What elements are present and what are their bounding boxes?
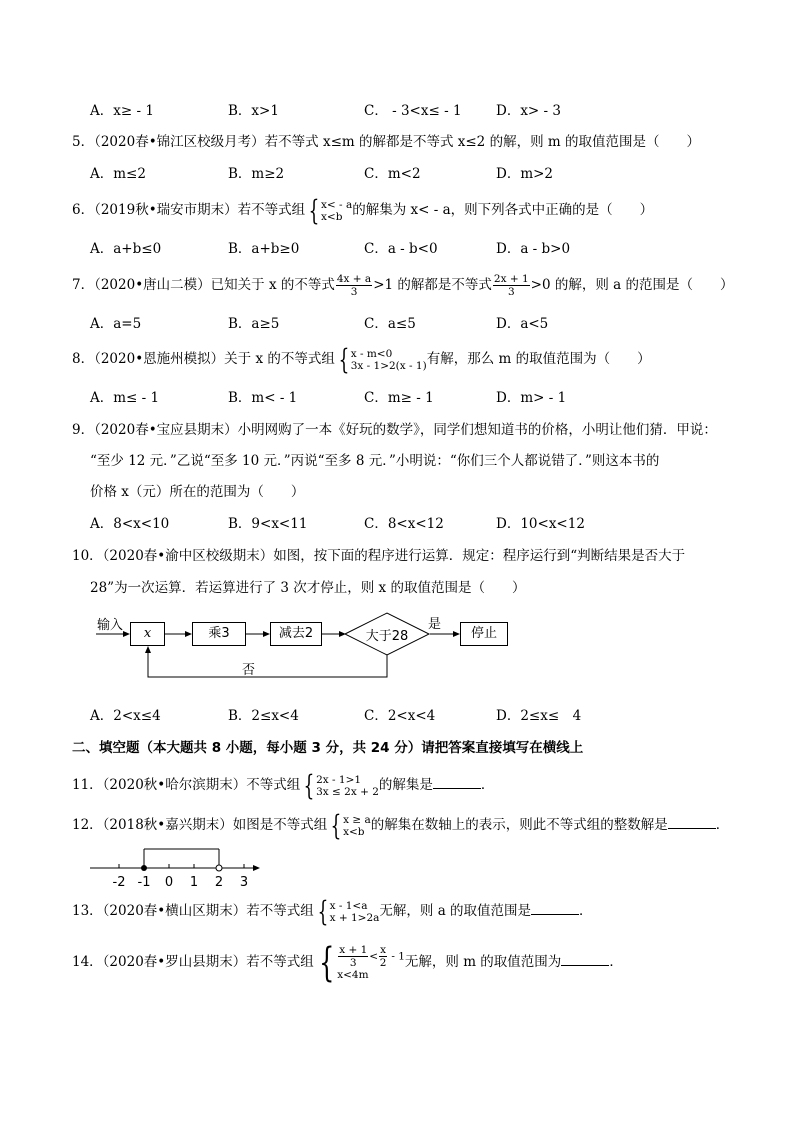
q9-line3: 价格 x（元）所在的范围为（ ） [90,484,305,500]
q8-option-c: C．m≥ - 1 [364,390,434,406]
q8-option-d: D．m> - 1 [496,390,567,406]
brace-glyph: { [308,193,320,227]
q10-option-a: A．2<x≤4 [90,708,161,724]
q5-option-c: C．m<2 [364,166,421,182]
arrowhead-stop [453,631,460,637]
q7-frac2-num: 2x + 1 [493,273,529,285]
arrowhead-mul [185,631,192,637]
q14-frac2-num: x [380,944,387,956]
answer-blank [531,902,579,915]
q6-sys-line1: x< - a [321,198,353,211]
q12-stem: 12．（2018秋•嘉兴期末）如图是不等式组 { x ≥ a x<b 的解集在数轴上的表示，则此不等式组的整数解是 ． [72,808,730,842]
q14-prefix: 14．（2020春•罗山县期末）若不等式组 [72,954,314,970]
q10-option-b: B．2≤x<4 [228,708,299,724]
q11-system [316,774,379,798]
q9-line1: 9．（2020春•宝应县期末）小明网购了一本《好玩的数学》，同学们想知道书的价格，小明让他们猜．甲说： [72,422,717,438]
q14-suffix: 无解，则 m 的取值范围为 [404,954,562,970]
q12-sys-line2: x<b [343,825,365,838]
input-label: 输入 [97,618,124,633]
q10-line1: 10．（2020春•渝中区校级期末）如图，按下面的程序进行运算．规定：程序运行到“判断结果是否大于 [72,548,686,564]
stop-box: 停止 [460,622,508,646]
q8-option-a: A．m≤ - 1 [90,390,160,406]
q9-line2: “至少 12 元．”乙说“至多 10 元．”丙说“至多 8 元．”小明说：“你们三个人都说错了．”则这本书的 [90,453,660,469]
answer-blank [561,953,609,966]
q14-fraction-1 [338,944,368,969]
brace-glyph: { [330,808,342,842]
q10-option-d: D．2≤x≤ 4 [496,708,582,724]
q6-option-b: B．a+b≥0 [228,241,300,257]
q6-suffix: 的解集为 x< - a，则下列各式中正确的是（ ） [352,202,654,218]
q5-option-b: B．m≥2 [228,166,285,182]
answer-blank [433,776,481,789]
subtract-box: 减去2 [270,622,322,646]
tick-label: -2 [112,875,126,889]
q7-frac2-den: 3 [507,286,515,298]
q6-sys-line2: x<b [321,210,343,223]
q14-stem: 14．（2020春•罗山县期末）若不等式组 { $\frac{x + 1}{3}$ < $\frac{x}{2}$ - 1 x<4m 无解，则 m 的取值范围为 ． [72,939,623,986]
q13-stem: 13．（2020春•横山区期末）若不等式组 { x - 1<a x + 1>2a 无解，则 a 的取值范围是 ． [72,894,593,928]
tick-label: 3 [239,875,249,889]
x-box: x [130,622,165,646]
yes-label: 是 [428,617,442,632]
q7-frac1-den: 3 [350,286,358,298]
q10-option-c: C．2<x<4 [364,708,436,724]
brace-glyph: { [318,939,335,986]
q13-system [330,900,380,924]
q7-prefix: 7．（2020•唐山二模）已知关于 x 的不等式 [72,277,335,293]
brace-glyph: { [317,894,329,928]
q5-text: 5．（2020春•锦江区校级月考）若不等式 x≤m 的解都是不等式 x≤2 的解，则 m 的取值范围是（ ） [72,134,700,150]
q7-option-b: B．a≥5 [228,316,280,332]
q7-mid: >1 的解都是不等式 [373,277,492,293]
q14-sys-line2: x<4m [337,969,369,981]
q6-prefix: 6．（2019秋•瑞安市期末）若不等式组 [72,202,306,218]
q14-frac1-num: x + 1 [339,944,368,956]
q12-prefix: 12．（2018秋•嘉兴期末）如图是不等式组 [72,817,328,833]
q8-sys-line2: 3x - 1>2(x - 1) [350,359,427,372]
open-endpoint [216,865,222,871]
q11-suffix: 的解集是 [378,777,433,793]
q11-prefix: 11．（2020秋•哈尔滨期末）不等式组 [72,777,301,793]
q4-option-d: D．x> - 3 [496,103,561,119]
q9-option-b: B．9<x<11 [228,516,308,532]
q9-option-a: A．8<x<10 [90,516,170,532]
q4-option-c: C． - 3<x≤ - 1 [364,103,462,119]
brace-glyph: { [338,342,350,376]
q6-option-d: D．a - b>0 [496,241,571,257]
q6-option-c: C．a - b<0 [364,241,438,257]
q8-suffix: 有解，那么 m 的取值范围为（ ） [426,351,651,367]
no-label: 否 [242,663,256,678]
q13-sys-line2: x + 1>2a [329,911,380,924]
q6-option-a: A．a+b≤0 [90,241,162,257]
arrowhead-input [123,631,130,637]
loop-back-line [148,648,387,677]
arrowhead-loop [145,646,151,653]
q9-option-c: C．8<x<12 [364,516,444,532]
q14-rest: - 1 [388,950,405,963]
q14-frac2-den: 2 [379,957,387,969]
q8-option-b: B．m< - 1 [228,390,298,406]
multiply-box: 乘3 [192,622,246,646]
q11-stem: 11．（2020秋•哈尔滨期末）不等式组 { 2x - 1>1 3x ≤ 2x + 2 的解集是 ． [72,768,495,802]
tick-label: 1 [189,875,199,889]
q4-option-a: A．x≥ - 1 [90,103,154,119]
number-line-arrow [253,865,260,871]
q8-sys-line1: x - m<0 [350,347,393,360]
q11-sys-line2: 3x ≤ 2x + 2 [316,785,379,798]
arrowhead-sub [263,631,270,637]
q14-system [337,944,405,981]
q14-fraction-2 [379,944,387,969]
q13-sys-line1: x - 1<a [329,899,368,912]
tick-label: 0 [164,875,174,889]
q7-option-c: C．a≤5 [364,316,416,332]
q7-option-d: D．a<5 [496,316,549,332]
q4-option-b: B．x>1 [228,103,279,119]
q7-suffix: >0 的解，则 a 的范围是（ ） [530,277,734,293]
q14-frac1-den: 3 [349,957,357,969]
q5-option-d: D．m>2 [496,166,554,182]
q12-system [343,814,371,838]
q13-prefix: 13．（2020春•横山区期末）若不等式组 [72,903,314,919]
brace-glyph: { [303,768,315,802]
q5-option-a: A．m≤2 [90,166,146,182]
q8-prefix: 8．（2020•恩施州模拟）关于 x 的不等式组 [72,351,335,367]
tick-label: 2 [214,875,224,889]
q9-option-d: D．10<x<12 [496,516,585,532]
answer-blank [668,816,716,829]
q14-sys-line1 [337,944,405,969]
section-2-heading: 二、填空题（本大题共 8 小题，每小题 3 分，共 24 分）请把答案直接填写在横线上 [72,740,584,756]
q7-frac1-num: 4x + a [336,273,372,285]
q7-option-a: A．a=5 [90,316,142,332]
q12-suffix: 的解集在数轴上的表示，则此不等式组的整数解是 [370,817,668,833]
q13-suffix: 无解，则 a 的取值范围是 [379,903,532,919]
decision-label: 大于28 [365,629,409,644]
q12-sys-line1: x ≥ a [343,813,371,826]
number-line [85,843,265,889]
q14-lt: < [369,950,379,963]
closed-endpoint [141,865,147,871]
tick-label: -1 [137,875,151,889]
q11-sys-line1: 2x - 1>1 [316,773,362,786]
q10-line2: 28”为一次运算．若运算进行了 3 次才停止，则 x 的取值范围是（ ） [90,580,526,596]
